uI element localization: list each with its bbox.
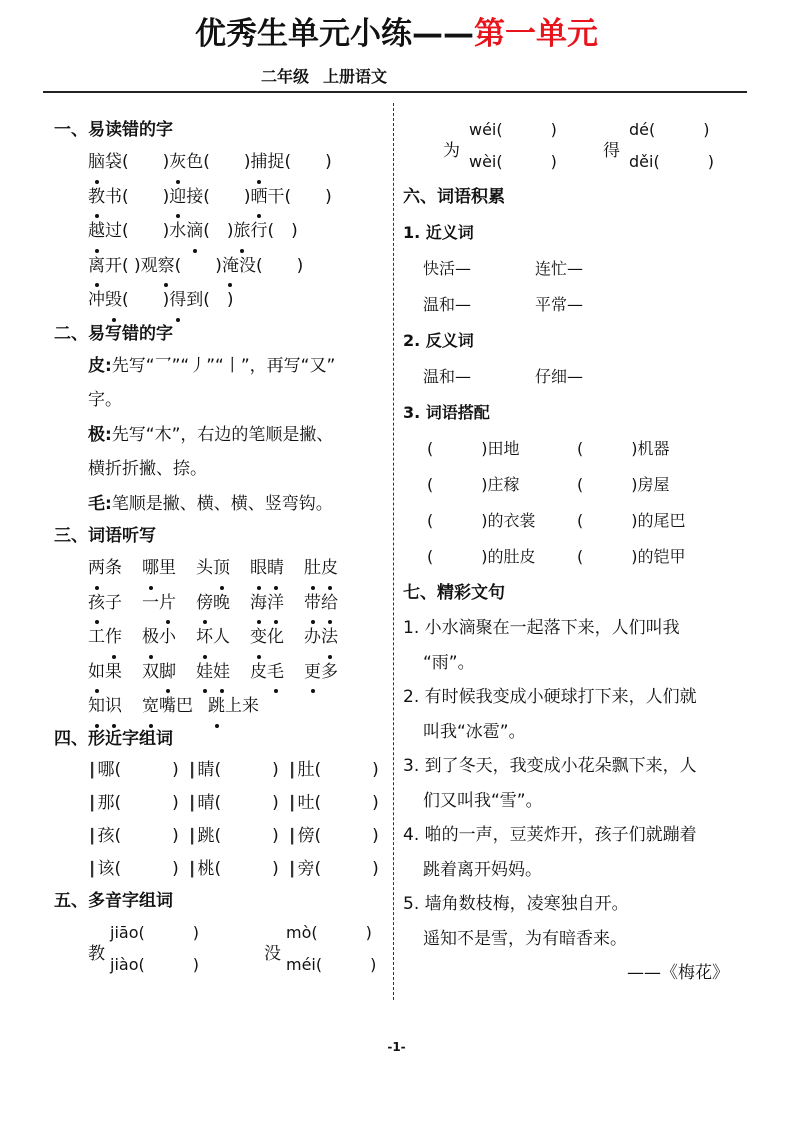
similar-char: 傍	[297, 825, 315, 846]
brace-icon: ┃	[288, 795, 297, 812]
page-title	[0, 14, 793, 54]
answer-blank[interactable]: ( )	[314, 858, 379, 879]
dotted-char: 作	[105, 620, 122, 655]
word-char: 冲	[88, 290, 105, 310]
word-char: 袋	[105, 152, 122, 172]
word-pair[interactable]: 仔细—	[535, 367, 584, 386]
word-char: 化	[267, 627, 284, 647]
brace-icon: ┃	[88, 828, 97, 845]
answer-blank[interactable]: ( )	[114, 792, 179, 813]
word-pair-row	[403, 251, 753, 287]
dotted-char: 脑	[88, 145, 105, 180]
answer-blank[interactable]: ( )	[138, 922, 199, 942]
dotted-char: 更	[304, 655, 321, 690]
answer-blank[interactable]: ( )	[122, 186, 170, 207]
dictation-word	[304, 551, 358, 586]
brace-icon: ┃	[188, 762, 197, 779]
answer-blank[interactable]: ( )	[114, 858, 179, 879]
dotted-char: 带	[304, 586, 321, 621]
section-easy-miswrite	[54, 349, 389, 522]
sentence-line: 1. 小水滴聚在一起落下来，人们叫我	[403, 618, 680, 638]
answer-blank[interactable]: ( )	[114, 825, 179, 846]
word-pair[interactable]: ( )庄稼	[427, 475, 520, 494]
dotted-char: 毁	[105, 283, 122, 318]
sentence-line: 3. 到了冬天，我变成小花朵飘下来，人	[403, 756, 697, 776]
dotted-char: 旅	[234, 214, 251, 249]
answer-blank[interactable]: ( )	[315, 954, 377, 974]
dotted-char: 知	[88, 689, 105, 724]
word-item	[88, 283, 169, 318]
similar-pair	[188, 853, 288, 885]
word-pair-row	[403, 431, 753, 467]
dotted-char: 宽	[142, 689, 159, 724]
word-row	[54, 283, 389, 318]
dotted-char: 坏	[196, 620, 213, 655]
dotted-char: 得	[169, 283, 186, 318]
answer-blank[interactable]: ( )	[214, 825, 279, 846]
word-pair-row	[403, 287, 753, 323]
dotted-char: 皮	[321, 551, 338, 586]
similar-char: 哪	[97, 759, 115, 780]
similar-char: 肚	[297, 759, 315, 780]
dotted-char: 洋	[267, 586, 284, 621]
similar-pair	[188, 820, 288, 852]
word-char: 色	[186, 152, 204, 172]
word-pair[interactable]: ( )的衣裳	[427, 511, 536, 530]
word-pair-row	[403, 467, 753, 503]
brace-icon: ┃	[188, 795, 197, 812]
section-similar-chars	[54, 754, 389, 886]
dotted-char: 迎	[169, 180, 186, 215]
word-pair[interactable]: ( )的铠甲	[577, 547, 686, 566]
pinyin-line	[110, 952, 199, 975]
rule-text-cont: 字。	[88, 390, 122, 410]
word-item	[169, 180, 250, 215]
word-pair[interactable]: 快活—	[423, 259, 472, 278]
pinyin: dé	[629, 120, 649, 139]
answer-blank[interactable]: ( )	[314, 825, 379, 846]
book-label: 上册语文	[323, 67, 388, 86]
similar-pair	[288, 853, 388, 885]
word-char: 果	[105, 661, 122, 682]
sentence-line: 遥知不是雪，为有暗香来。	[423, 928, 627, 949]
similar-char: 该	[97, 858, 115, 879]
pinyin-line	[286, 952, 376, 975]
answer-blank[interactable]: ( )	[255, 255, 304, 276]
polyphone-group	[403, 113, 753, 179]
dotted-char: 眼	[250, 551, 267, 586]
word-row	[54, 145, 389, 180]
word-char: 书	[105, 186, 122, 207]
answer-blank[interactable]: ( )	[122, 152, 170, 172]
dictation-word	[88, 551, 142, 586]
similar-row	[54, 853, 389, 886]
similar-char: 跳	[197, 825, 215, 846]
dotted-char: 如	[88, 655, 105, 690]
word-item	[234, 214, 298, 249]
brace-icon: ┃	[288, 828, 297, 845]
word-item	[222, 249, 303, 284]
right-column	[403, 113, 753, 990]
sentences	[403, 611, 753, 956]
dictation-word	[142, 689, 208, 724]
stroke-rule	[54, 487, 389, 522]
answer-blank[interactable]: ( )	[311, 922, 372, 942]
answer-blank[interactable]: ( )	[284, 186, 332, 207]
word-pair-row	[403, 503, 753, 539]
sentence-line: 5. 墙角数枝梅，凌寒独自开。	[403, 894, 629, 914]
answer-blank[interactable]: ( )	[649, 120, 710, 139]
brace-icon: ┃	[88, 762, 97, 779]
rule-char: 皮:	[88, 355, 112, 376]
dictation-word	[88, 620, 142, 655]
word-item	[251, 180, 332, 215]
answer-blank[interactable]: ( )	[267, 221, 298, 241]
word-char: 接	[186, 186, 204, 207]
dotted-char: 离	[88, 249, 105, 284]
word-row	[54, 249, 389, 284]
similar-char: 桃	[197, 858, 215, 879]
dictation-word	[196, 586, 250, 621]
word-char: 头	[196, 558, 213, 578]
dictation-row	[54, 586, 389, 621]
answer-blank[interactable]: ( )	[203, 221, 234, 241]
sentence-line: 4. 啪的一声，豆荚炸开，孩子们就蹦着	[403, 825, 697, 845]
dictation-word	[196, 551, 250, 586]
word-pair-row	[403, 539, 753, 575]
word-char: 到	[186, 290, 204, 310]
pinyin-line	[629, 149, 714, 172]
dictation-word	[250, 586, 304, 621]
pinyin-line	[286, 920, 372, 943]
dotted-char: 变	[250, 620, 267, 655]
word-pair[interactable]: ( )的尾巴	[577, 511, 686, 530]
dotted-char: 哪	[142, 551, 159, 586]
pinyin-line	[469, 149, 557, 172]
word-pair-row	[403, 359, 753, 395]
answer-blank[interactable]: ( )	[122, 290, 170, 310]
similar-char: 晴	[197, 792, 215, 813]
dictation-row	[54, 551, 389, 586]
similar-pair	[288, 754, 388, 786]
similar-pair	[88, 754, 188, 786]
brace-icon: ┃	[288, 861, 297, 878]
word-pair[interactable]: 连忙—	[535, 259, 584, 278]
sentence-line: 们又叫我“雪”。	[423, 790, 543, 811]
dictation-word	[196, 620, 250, 655]
dotted-char: 滴	[186, 214, 203, 249]
polyphone-char: 得	[603, 141, 620, 161]
word-char: 开	[105, 255, 122, 276]
dictation-word	[88, 655, 142, 690]
dictation-word	[304, 586, 358, 621]
word-item	[88, 145, 169, 180]
pinyin-line	[629, 117, 710, 140]
dictation-word	[88, 689, 142, 724]
polyphone-group	[54, 916, 389, 986]
word-item	[251, 145, 332, 180]
pinyin: děi	[629, 152, 654, 171]
header-rule	[43, 91, 747, 93]
page-number: -1-	[387, 1040, 406, 1054]
sentence-line: “雨”。	[423, 652, 475, 673]
answer-blank[interactable]: ( )	[214, 858, 279, 879]
dictation-word	[250, 620, 304, 655]
dotted-char: 灰	[169, 145, 186, 180]
pinyin: mò	[286, 922, 312, 942]
dictation-word	[142, 620, 196, 655]
answer-blank[interactable]: ( )	[314, 759, 379, 780]
similar-row	[54, 754, 389, 787]
word-pair[interactable]: ( )的肚皮	[427, 547, 536, 566]
word-item	[141, 249, 222, 284]
subsection-title: 1. 近义词	[403, 223, 474, 242]
dotted-char: 识	[105, 689, 122, 724]
dotted-char: 极	[142, 620, 159, 655]
word-char: 条	[105, 558, 122, 578]
dotted-char: 跳	[208, 689, 225, 724]
answer-blank[interactable]: ( )	[496, 120, 557, 139]
subsection-title: 3. 词语搭配	[403, 403, 490, 422]
dictation-word	[304, 655, 358, 690]
left-column	[54, 115, 389, 986]
dictation-word	[142, 586, 196, 621]
similar-char: 睛	[197, 759, 215, 780]
dictation-row	[54, 620, 389, 655]
antonyms	[403, 359, 753, 395]
word-char: 来	[242, 696, 259, 716]
section-title: 七、精彩文句	[403, 583, 505, 603]
dictation-word	[250, 551, 304, 586]
brace-icon: ┃	[88, 861, 97, 878]
title-main: 优秀生单元小练——	[195, 16, 474, 52]
word-pair[interactable]: ( )田地	[427, 439, 520, 458]
similar-row	[54, 820, 389, 853]
section-title: 六、词语积累	[403, 187, 505, 207]
word-item	[88, 214, 169, 249]
word-char: 嘴	[159, 696, 176, 716]
section-title: 二、易写错的字	[54, 323, 173, 344]
word-char: 里	[159, 558, 176, 578]
dotted-char: 孩	[88, 586, 105, 621]
word-row	[54, 214, 389, 249]
section-easy-misread	[54, 145, 389, 318]
word-char: 没	[238, 255, 256, 276]
word-char: 过	[105, 221, 122, 241]
sentence-line: 叫我“冰雹”。	[423, 721, 526, 742]
section-dictation	[54, 551, 389, 724]
rule-text: 先写“乛”“丿”“丨”，再写“又”	[111, 355, 336, 376]
similar-pair	[288, 787, 388, 819]
word-pair[interactable]: 温和—	[423, 367, 472, 386]
section-title: 五、多音字组词	[54, 890, 173, 911]
dotted-char: 两	[88, 551, 105, 586]
column-divider	[393, 103, 394, 1000]
pinyin-line	[110, 920, 199, 943]
similar-pair	[88, 787, 188, 819]
dotted-char: 教	[88, 180, 105, 215]
similar-char: 吐	[297, 792, 315, 813]
similar-pair	[188, 754, 288, 786]
word-item	[169, 145, 250, 180]
word-matching	[403, 431, 753, 575]
word-char: 皮	[250, 661, 267, 682]
dotted-char: 傍	[196, 586, 213, 621]
similar-pair	[188, 787, 288, 819]
word-pair[interactable]: 平常—	[535, 295, 584, 314]
similar-char: 旁	[297, 858, 315, 879]
grade-label: 二年级	[261, 67, 310, 86]
dictation-word	[142, 655, 196, 690]
dotted-char: 海	[250, 586, 267, 621]
word-char: 人	[213, 627, 230, 647]
answer-blank[interactable]: ( )	[203, 152, 251, 172]
pinyin: wèi	[469, 152, 497, 171]
dictation-word	[142, 551, 196, 586]
answer-blank[interactable]: ( )	[214, 759, 279, 780]
dotted-char: 睛	[267, 551, 284, 586]
title-unit: 第一单元	[474, 16, 598, 52]
answer-blank[interactable]: ( )	[203, 186, 251, 207]
word-item	[88, 249, 141, 284]
answer-blank[interactable]: ( )	[314, 792, 379, 813]
dictation-word	[208, 689, 274, 724]
word-char: 晚	[213, 592, 230, 613]
dictation-word	[196, 655, 250, 690]
word-item	[169, 214, 233, 249]
polyphone-char: 教	[88, 943, 105, 964]
answer-blank[interactable]: ( )	[203, 290, 234, 310]
dotted-char: 察	[158, 249, 175, 284]
word-char: 干	[267, 186, 285, 207]
word-char: 多	[321, 661, 338, 682]
brace-icon: ┃	[188, 828, 197, 845]
similar-char: 那	[97, 792, 115, 813]
dotted-char: 片	[159, 586, 176, 621]
answer-blank[interactable]: ( )	[284, 152, 332, 172]
word-char: 捉	[267, 152, 285, 172]
similar-pair	[88, 820, 188, 852]
dotted-char: 肚	[304, 551, 321, 586]
answer-blank[interactable]: ( )	[174, 255, 222, 276]
word-item	[88, 180, 169, 215]
word-char: 双	[142, 661, 159, 682]
section-title: 一、易读错的字	[54, 120, 173, 140]
rule-text-cont: 横折折撇、捺。	[88, 459, 207, 479]
rule-char: 极:	[88, 424, 112, 445]
pinyin: jiāo	[110, 922, 139, 942]
similar-row	[54, 787, 389, 820]
word-pair[interactable]: 温和—	[423, 295, 472, 314]
dotted-char: 晒	[251, 180, 268, 215]
dictation-word	[88, 586, 142, 621]
section-title: 三、词语听写	[54, 526, 156, 546]
dotted-char: 娃	[213, 655, 230, 690]
word-pair[interactable]: ( )机器	[577, 439, 670, 458]
answer-blank[interactable]: ( )	[122, 255, 141, 276]
pinyin: wéi	[469, 120, 497, 139]
stroke-rule	[54, 418, 389, 453]
dotted-char: 给	[321, 586, 338, 621]
poem-source: ——《梅花》	[627, 963, 729, 983]
word-char: 水	[169, 221, 187, 241]
rule-text: 笔顺是撇、横、横、竖弯钩。	[111, 493, 333, 514]
brace-icon: ┃	[188, 861, 197, 878]
stroke-rule	[54, 349, 389, 384]
section-title: 四、形近字组词	[54, 728, 173, 749]
word-char: 巴	[176, 696, 193, 716]
dotted-char: 毛	[267, 655, 284, 690]
answer-blank[interactable]: ( )	[496, 152, 557, 171]
word-char: 小	[159, 627, 176, 647]
dotted-char: 捕	[251, 145, 268, 180]
sentence-line: 2. 有时候我变成小硬球打下来，人们就	[403, 687, 697, 707]
word-row	[54, 180, 389, 215]
answer-blank[interactable]: ( )	[214, 792, 279, 813]
word-char: 上	[225, 696, 242, 716]
synonyms	[403, 251, 753, 323]
answer-blank[interactable]: ( )	[122, 221, 170, 241]
similar-pair	[288, 820, 388, 852]
word-char: 一	[142, 592, 159, 613]
dotted-char: 娃	[196, 655, 213, 690]
word-pair[interactable]: ( )房屋	[577, 475, 670, 494]
sentence-line: 跳着离开妈妈。	[423, 859, 542, 880]
dotted-char: 顶	[213, 551, 230, 586]
pinyin: méi	[286, 954, 316, 974]
similar-pair	[88, 853, 188, 885]
polyphone-char: 没	[264, 943, 281, 964]
subtitle	[261, 64, 401, 87]
pinyin: jiào	[110, 954, 139, 974]
dotted-char: 法	[321, 620, 338, 655]
similar-char: 孩	[97, 825, 115, 846]
answer-blank[interactable]: ( )	[653, 152, 714, 171]
word-char: 行	[250, 221, 268, 241]
word-item	[169, 283, 233, 318]
dotted-char: 淹	[222, 249, 239, 284]
rule-char: 毛:	[88, 493, 112, 514]
dictation-word	[250, 655, 304, 690]
word-char: 工	[88, 627, 105, 647]
dotted-char: 越	[88, 214, 105, 249]
word-char: 办	[304, 627, 321, 647]
word-char: 观	[140, 255, 158, 276]
dictation-row	[54, 655, 389, 690]
subsection-title: 2. 反义词	[403, 331, 474, 350]
dictation-row	[54, 689, 389, 724]
dictation-word	[304, 620, 358, 655]
brace-icon: ┃	[88, 795, 97, 812]
polyphone-char: 为	[443, 141, 460, 161]
brace-icon: ┃	[288, 762, 297, 779]
rule-text: 先写“木”，右边的笔顺是撇、	[111, 424, 334, 445]
dotted-char: 脚	[159, 655, 176, 690]
pinyin-line	[469, 117, 557, 140]
answer-blank[interactable]: ( )	[114, 759, 179, 780]
word-char: 子	[105, 592, 122, 613]
answer-blank[interactable]: ( )	[138, 954, 199, 974]
